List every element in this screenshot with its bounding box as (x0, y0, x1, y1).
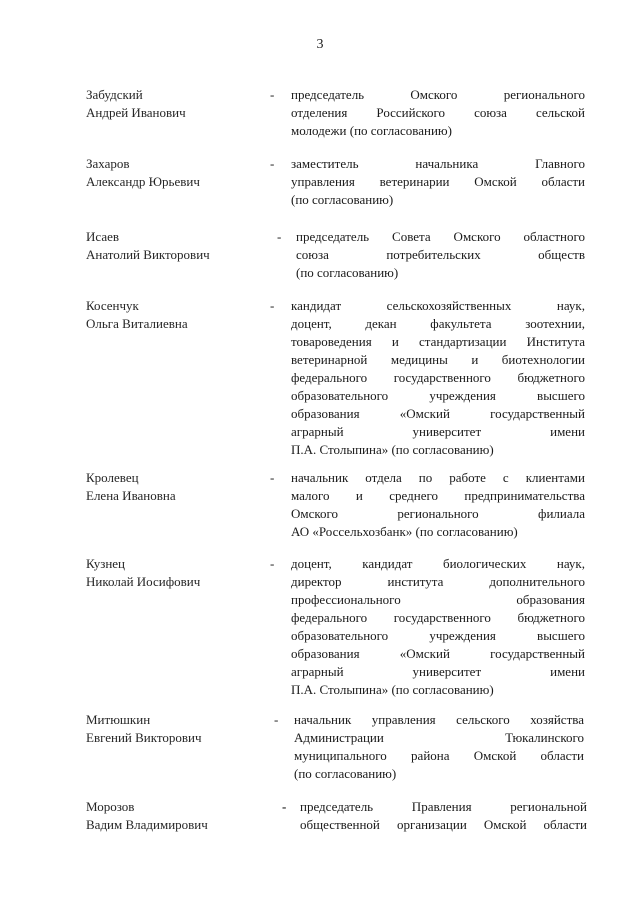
role-line: П.А. Столыпина» (по согласованию) (291, 682, 494, 697)
member-surname: Морозов (86, 799, 135, 814)
member-role (294, 711, 584, 783)
role-line: образования «Омский государственный (291, 406, 585, 421)
member-given-name: Евгений Викторович (86, 730, 202, 745)
separator-dash: - (277, 229, 282, 244)
role-line: образования «Омский государственный (291, 646, 585, 661)
role-line: доцент, кандидат биологических наук, (291, 556, 585, 571)
separator-dash: - (274, 712, 279, 727)
member-role (291, 469, 585, 541)
separator-dash: - (270, 156, 275, 171)
role-line: (по согласованию) (294, 766, 397, 781)
role-line: молодежи (по согласованию) (291, 123, 452, 138)
role-line: аграрный университет имени (291, 424, 585, 439)
member-name (86, 155, 266, 191)
role-line: отделения Российского союза сельской (291, 105, 585, 120)
role-line: федерального государственного бюджетного (291, 610, 585, 625)
page-number: 3 (316, 37, 324, 52)
separator-dash: - (282, 799, 287, 814)
role-line: председатель Правления региональной (300, 799, 587, 814)
role-line: Администрации Тюкалинского (294, 730, 584, 745)
member-name (86, 86, 266, 122)
role-line: федерального государственного бюджетного (291, 370, 585, 385)
role-line: аграрный университет имени (291, 664, 585, 679)
member-given-name: Андрей Иванович (86, 105, 186, 120)
member-given-name: Вадим Владимирович (86, 817, 208, 832)
member-surname: Косенчук (86, 298, 139, 313)
member-given-name: Елена Ивановна (86, 488, 176, 503)
role-line: ветеринарной медицины и биотехнологии (291, 352, 585, 367)
member-surname: Митюшкин (86, 712, 151, 727)
role-line: общественной организации Омской области (300, 817, 587, 832)
member-role (291, 86, 585, 140)
role-line: начальник отдела по работе с клиентами (291, 470, 585, 485)
separator-dash: - (270, 556, 275, 571)
member-role (296, 228, 585, 282)
role-line: малого и среднего предпринимательства (291, 488, 585, 503)
separator-dash: - (270, 470, 275, 485)
role-line: заместитель начальника Главного (291, 156, 585, 171)
member-surname: Захаров (86, 156, 130, 171)
separator-dash: - (270, 87, 275, 102)
role-line: муниципального района Омской области (294, 748, 584, 763)
member-given-name: Ольга Виталиевна (86, 316, 188, 331)
role-line: (по согласованию) (291, 192, 394, 207)
role-line: директор института дополнительного (291, 574, 585, 589)
member-given-name: Николай Иосифович (86, 574, 201, 589)
member-name (86, 297, 266, 333)
member-role (291, 297, 585, 459)
member-surname: Исаев (86, 229, 119, 244)
member-name (86, 228, 266, 264)
member-role (300, 798, 587, 834)
separator-dash: - (270, 298, 275, 313)
role-line: начальник управления сельского хозяйства (294, 712, 584, 727)
member-surname: Кузнец (86, 556, 126, 571)
role-line: председатель Омского регионального (291, 87, 585, 102)
role-line: Омского регионального филиала (291, 506, 585, 521)
role-line: кандидат сельскохозяйственных наук, (291, 298, 585, 313)
role-line: (по согласованию) (296, 265, 399, 280)
role-line: образовательного учреждения высшего (291, 388, 585, 403)
member-surname: Забудский (86, 87, 143, 102)
member-name (86, 555, 266, 591)
member-given-name: Анатолий Викторович (86, 247, 210, 262)
member-name (86, 798, 266, 834)
member-name (86, 711, 266, 747)
role-line: профессионального образования (291, 592, 585, 607)
member-role (291, 155, 585, 209)
role-line: доцент, декан факультета зоотехнии, (291, 316, 585, 331)
member-role (291, 555, 585, 699)
member-given-name: Александр Юрьевич (86, 174, 200, 189)
role-line: товароведения и стандартизации Института (291, 334, 585, 349)
role-line: АО «Россельхозбанк» (по согласованию) (291, 524, 518, 539)
role-line: образовательного учреждения высшего (291, 628, 585, 643)
role-line: союза потребительских обществ (296, 247, 585, 262)
member-surname: Кролевец (86, 470, 139, 485)
member-name (86, 469, 266, 505)
role-line: управления ветеринарии Омской области (291, 174, 585, 189)
role-line: председатель Совета Омского областного (296, 229, 585, 244)
role-line: П.А. Столыпина» (по согласованию) (291, 442, 494, 457)
